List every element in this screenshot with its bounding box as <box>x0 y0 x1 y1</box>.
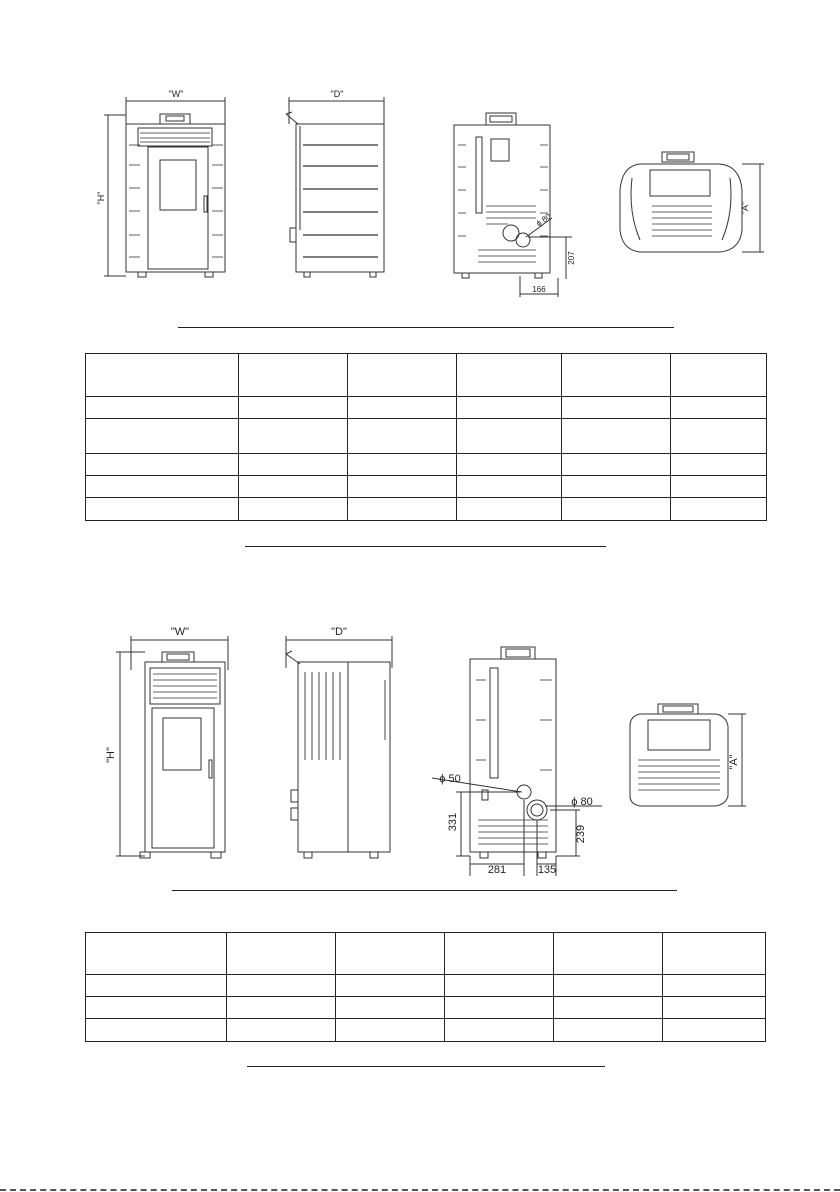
figure-2-depth-label: "D" <box>331 626 347 638</box>
figure-1-rear-view <box>454 113 572 297</box>
table-row <box>86 1019 766 1042</box>
table-1-caption-rule <box>245 546 606 547</box>
figure-1-width-label: "W" <box>168 89 184 99</box>
table-cell <box>445 1019 554 1042</box>
table-cell <box>227 1019 336 1042</box>
table-cell <box>86 454 239 476</box>
spec-table-2 <box>85 932 766 1042</box>
table-cell <box>671 397 767 419</box>
table-cell <box>457 476 562 498</box>
table-cell <box>445 975 554 997</box>
table-cell <box>554 1019 663 1042</box>
table-cell <box>239 354 348 397</box>
table-cell <box>86 975 227 997</box>
table-cell <box>457 419 562 454</box>
table-cell <box>554 975 663 997</box>
table-cell <box>86 933 227 975</box>
table-cell <box>457 354 562 397</box>
figure-2-depth-a-label: "A" <box>728 754 740 770</box>
figure-2-dim-flue-offset: 135 <box>537 864 557 876</box>
table-cell <box>671 419 767 454</box>
table-cell <box>86 419 239 454</box>
figure-2-dim-flue-height: 239 <box>575 824 587 844</box>
table-cell <box>239 397 348 419</box>
table-cell <box>239 454 348 476</box>
table-cell <box>671 354 767 397</box>
page-bottom-border <box>0 1189 840 1191</box>
table-cell <box>227 975 336 997</box>
figure-2-inlet-label: ϕ 50 <box>439 773 461 785</box>
figure-2-height-label: "H" <box>105 747 117 763</box>
table-cell <box>457 454 562 476</box>
table-row <box>86 997 766 1019</box>
spec-table-1 <box>85 353 767 521</box>
table-cell <box>457 498 562 521</box>
table-cell <box>86 476 239 498</box>
figure-2-dim-inlet-offset: 281 <box>487 864 507 876</box>
table-cell <box>554 997 663 1019</box>
figure-1-side-view <box>286 97 384 277</box>
figure-2-width-label: "W" <box>170 626 190 638</box>
table-cell <box>348 454 457 476</box>
table-row <box>86 419 767 454</box>
table-cell <box>336 975 445 997</box>
table-cell <box>348 419 457 454</box>
table-cell <box>562 354 671 397</box>
table-cell <box>663 975 766 997</box>
table-cell <box>671 498 767 521</box>
table-cell <box>336 997 445 1019</box>
figure-2-flue-label: ϕ 80 <box>571 796 593 808</box>
table-cell <box>445 997 554 1019</box>
table-cell <box>348 354 457 397</box>
table-cell <box>554 933 663 975</box>
table-cell <box>562 419 671 454</box>
figure-2-drawings <box>0 620 840 882</box>
table-cell <box>348 476 457 498</box>
table-cell <box>86 997 227 1019</box>
table-row <box>86 476 767 498</box>
table-cell <box>86 354 239 397</box>
table-cell <box>348 498 457 521</box>
table-row <box>86 397 767 419</box>
table-cell <box>348 397 457 419</box>
table-cell <box>86 498 239 521</box>
table-cell <box>663 933 766 975</box>
table-cell <box>239 498 348 521</box>
table-cell <box>663 997 766 1019</box>
figure-1-height-label: "H" <box>96 191 106 205</box>
table-cell <box>86 397 239 419</box>
table-cell <box>239 476 348 498</box>
table-cell <box>227 997 336 1019</box>
figure-1-dim-vertical: 207 <box>567 251 576 265</box>
table-cell <box>336 1019 445 1042</box>
table-cell <box>562 397 671 419</box>
table-cell <box>239 419 348 454</box>
table-cell <box>336 933 445 975</box>
table-cell <box>562 476 671 498</box>
figure-1-depth-a-label: "A" <box>740 201 750 215</box>
table-row <box>86 975 766 997</box>
figure-1-drawings <box>0 0 840 320</box>
figure-2-front-view <box>116 636 228 858</box>
table-cell <box>457 397 562 419</box>
figure-2-dim-inlet-height: 331 <box>447 812 459 832</box>
table-cell <box>227 933 336 975</box>
figure-1-depth-label: "D" <box>330 89 344 99</box>
table-cell <box>86 1019 227 1042</box>
figure-2-caption-rule <box>172 890 677 891</box>
table-cell <box>671 454 767 476</box>
table-cell <box>562 498 671 521</box>
table-row <box>86 354 767 397</box>
table-cell <box>663 1019 766 1042</box>
table-row <box>86 933 766 975</box>
table-cell <box>445 933 554 975</box>
table-row <box>86 498 767 521</box>
table-2-caption-rule <box>247 1066 605 1067</box>
table-cell <box>562 454 671 476</box>
table-cell <box>671 476 767 498</box>
figure-1-dim-horizontal: 166 <box>532 285 546 294</box>
table-row <box>86 454 767 476</box>
figure-1-flue-label: ϕ 80 <box>534 211 553 229</box>
figure-1-caption-rule <box>178 327 674 328</box>
figure-2-side-view <box>286 636 392 858</box>
figure-1-front-view <box>104 97 225 277</box>
